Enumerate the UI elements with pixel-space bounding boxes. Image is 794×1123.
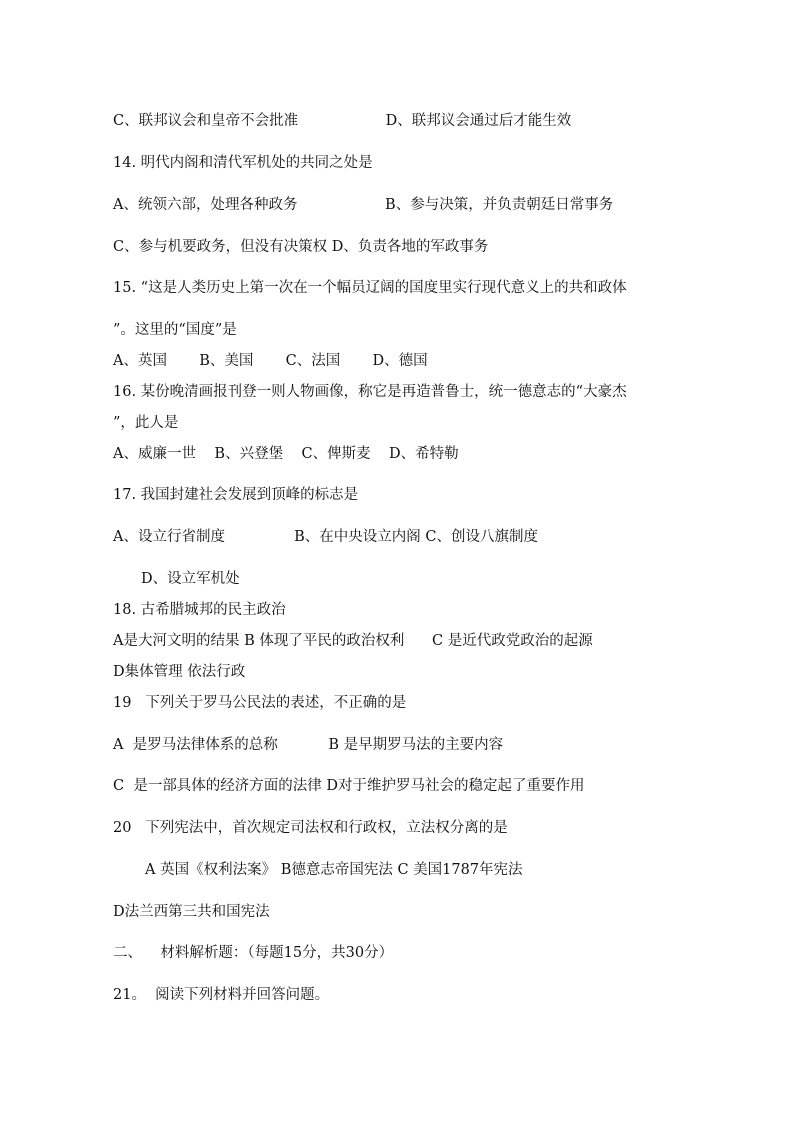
q16-options: A、威廉一世 B、兴登堡 C、俾斯麦 D、希特勒 — [113, 446, 459, 462]
q20-question: 20 下列宪法中，首次规定司法权和行政权，立法权分离的是 — [113, 820, 508, 836]
q14-options-ab: A、统领六部，处理各种政务 B、参与决策，并负责朝廷日常事务 — [113, 197, 614, 213]
q20-options-abc: A 英国《权利法案》 B德意志帝国宪法 C 美国1787年宪法 — [145, 862, 523, 878]
q20-option-d: D法兰西第三共和国宪法 — [113, 904, 270, 920]
q16-question: 16. 某份晚清画报刊登一则人物画像，称它是再造普鲁士，统一德意志的“大豪杰 — [113, 384, 627, 400]
q15-question: 15. “这是人类历史上第一次在一个幅员辽阔的国度里实行现代意义上的共和政体 — [113, 280, 627, 296]
section-two-heading: 二、 材料解析题：（每题15分，共30分） — [113, 945, 394, 961]
q17-option-d: D、设立军机处 — [141, 571, 240, 587]
q15-question-continued: ”。这里的“国度”是 — [113, 322, 237, 338]
q17-options-abc: A、设立行省制度 B、在中央设立内阁 C、创设八旗制度 — [113, 529, 538, 545]
q19-options-ab: A 是罗马法律体系的总称 B 是早期罗马法的主要内容 — [113, 737, 504, 753]
q14-question: 14. 明代内阁和清代军机处的共同之处是 — [113, 155, 373, 171]
q19-options-cd: C 是一部具体的经济方面的法律 D对于维护罗马社会的稳定起了重要作用 — [113, 778, 585, 794]
q16-question-continued: ”，此人是 — [113, 415, 179, 431]
q18-question: 18. 古希腊城邦的民主政治 — [113, 602, 286, 618]
q18-options-abc: A是大河文明的结果 B 体现了平民的政治权利 C 是近代政党政治的起源 — [113, 633, 593, 649]
q15-options: A、英国 B、美国 C、法国 D、德国 — [113, 353, 428, 369]
q17-question: 17. 我国封建社会发展到顶峰的标志是 — [113, 487, 359, 503]
q19-question: 19 下列关于罗马公民法的表述，不正确的是 — [113, 695, 407, 711]
q13-options-cd: C、联邦议会和皇帝不会批准 D、联邦议会通过后才能生效 — [113, 113, 572, 129]
q14-options-cd: C、参与机要政务，但没有决策权 D、负责各地的军政事务 — [113, 239, 489, 255]
q21-question: 21。 阅读下列材料并回答问题。 — [113, 987, 330, 1003]
q18-option-d: D集体管理 依法行政 — [113, 664, 246, 680]
